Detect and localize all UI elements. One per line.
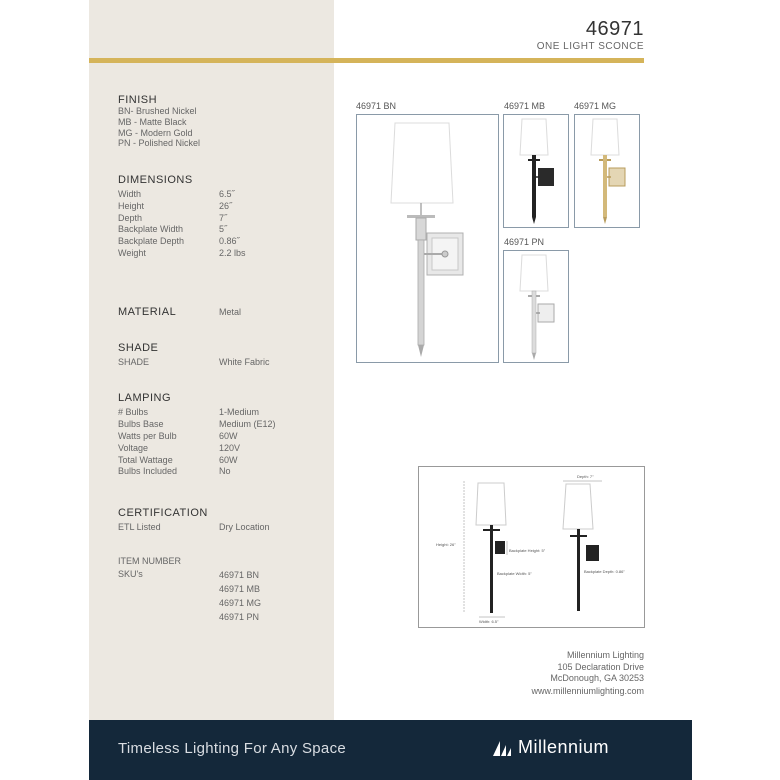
variant-label-mg: 46971 MG <box>574 101 617 111</box>
lamping-value: 60W <box>219 431 238 441</box>
lamping-label: Total Wattage <box>118 455 173 465</box>
sku-value: 46971 MG <box>219 598 262 608</box>
depth-label: Depth: 7" <box>577 474 594 479</box>
variant-label-pn: 46971 PN <box>504 237 545 247</box>
variant-image-mb <box>503 114 569 228</box>
lamping-label: Bulbs Base <box>118 419 164 429</box>
dimension-label: Backplate Width <box>118 224 184 234</box>
finish-item: PN - Polished Nickel <box>118 138 201 149</box>
dimension-label: Width <box>118 189 142 199</box>
lamping-value: 120V <box>219 443 241 453</box>
certification-value: Dry Location <box>219 522 270 532</box>
product-subtitle: ONE LIGHT SCONCE <box>536 41 644 52</box>
website-link[interactable]: www.millenniumlighting.com <box>531 686 644 696</box>
dimension-label: Backplate Depth <box>118 236 185 246</box>
sku-label: SKU's <box>118 569 143 579</box>
lamping-label: Bulbs Included <box>118 466 178 476</box>
dimension-value: 5˝ <box>219 224 228 234</box>
dimension-diagram <box>418 466 645 628</box>
dimension-value: 26˝ <box>219 201 233 211</box>
sconce-pn-illustration <box>504 251 568 362</box>
sku-value: 46971 MB <box>219 584 261 594</box>
finish-item: BN- Brushed Nickel <box>118 106 197 116</box>
model-number: 46971 <box>585 18 644 40</box>
dimension-diagram-drawing <box>419 467 644 627</box>
finish-item: MB - Matte Black <box>118 116 187 127</box>
material-value: Metal <box>219 307 242 317</box>
finish-heading: FINISH <box>118 94 158 106</box>
item-number-title: ITEM NUMBER <box>118 556 181 566</box>
sconce-mb-illustration <box>504 115 568 227</box>
backplate-depth-label: Backplate Depth: 0.86" <box>584 569 625 574</box>
dimension-value: 0.86˝ <box>219 236 240 246</box>
company-name: Millennium Lighting <box>566 650 644 660</box>
gold-divider <box>89 58 644 63</box>
height-label: Height: 26" <box>436 542 456 547</box>
dimension-label: Height <box>118 201 145 211</box>
dimension-value: 6.5˝ <box>219 189 235 199</box>
certification-heading: CERTIFICATION <box>118 507 208 519</box>
dimension-value: 7˝ <box>219 213 228 223</box>
brand-logo <box>492 737 609 758</box>
variant-image-bn <box>356 114 499 363</box>
variant-image-pn <box>503 250 569 363</box>
dimension-label: Depth <box>118 213 143 223</box>
lamping-label: Voltage <box>118 443 149 453</box>
city-address: McDonough, GA 30253 <box>550 673 644 683</box>
variant-label-bn: 46971 BN <box>356 101 397 111</box>
certification-label: ETL Listed <box>118 522 161 532</box>
dimension-label: Weight <box>118 248 146 258</box>
finish-list <box>118 106 200 149</box>
millennium-logo-icon <box>492 738 512 758</box>
finish-item: MG - Modern Gold <box>118 127 193 138</box>
footer-tagline: Timeless Lighting For Any Space <box>118 740 347 757</box>
lamping-label: Watts per Bulb <box>118 431 177 441</box>
dimensions-heading: DIMENSIONS <box>118 174 193 186</box>
street-address: 105 Declaration Drive <box>557 661 644 672</box>
variant-label-mb: 46971 MB <box>504 101 546 111</box>
material-heading: MATERIAL <box>118 306 177 318</box>
lamping-value: 1-Medium <box>219 407 260 417</box>
lamping-value: No <box>219 466 231 476</box>
backplate-width-label: Backplate Width: 5" <box>497 571 532 576</box>
width-label: Width: 6.5" <box>479 619 499 624</box>
shade-heading: SHADE <box>118 342 159 354</box>
lamping-label: # Bulbs <box>118 407 149 417</box>
backplate-height-label: Backplate Height: 5" <box>509 548 546 553</box>
sconce-bn-illustration <box>357 115 498 362</box>
company-address <box>550 650 644 685</box>
lamping-value: 60W <box>219 455 238 465</box>
shade-value: White Fabric <box>219 357 270 367</box>
sku-value: 46971 BN <box>219 570 260 580</box>
dimension-value: 2.2 lbs <box>219 248 246 258</box>
brand-name: Millennium <box>518 737 610 757</box>
lamping-heading: LAMPING <box>118 392 172 404</box>
shade-label: SHADE <box>118 357 150 367</box>
lamping-value: Medium (E12) <box>219 419 276 429</box>
variant-image-mg <box>574 114 640 228</box>
sku-value: 46971 PN <box>219 612 260 622</box>
sconce-mg-illustration <box>575 115 639 227</box>
